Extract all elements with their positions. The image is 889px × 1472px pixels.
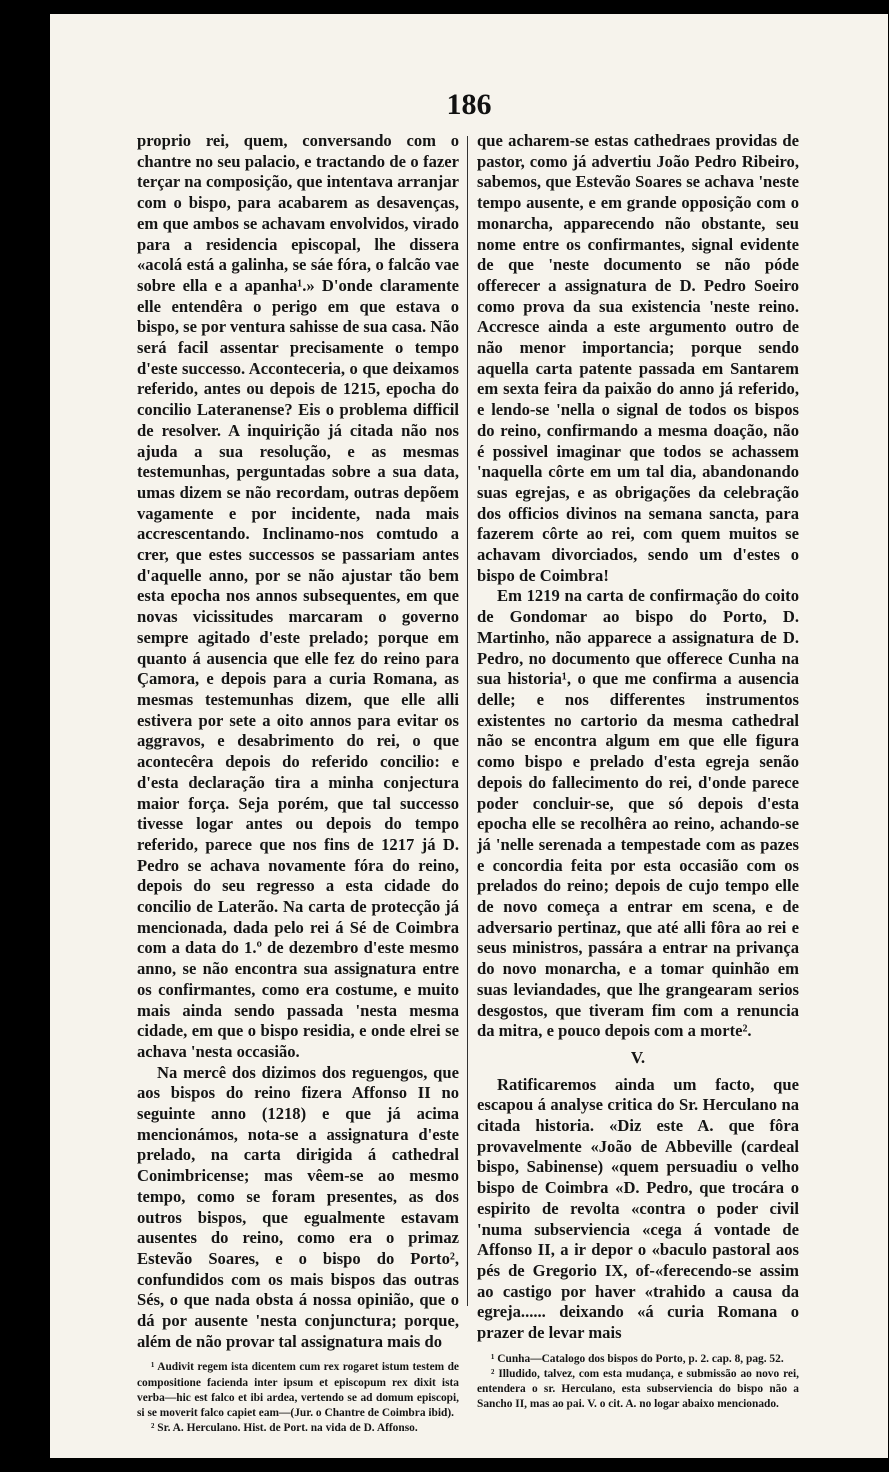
section-heading: V. bbox=[630, 1047, 646, 1067]
left-paragraph-2: Na mercê dos dizimos dos reguengos, que aos bispos do reino fizera Affonso II no seguinte anno (1218) e que já acima mencionámos, nota-se a assignatura d'este prelado, na carta dirigida á cathedral Conimbricense; mas vêem-se ao mesmo tempo, como se foram presentes, as dos outros bispos, que egualmente estavam ausentes do reino, como era o primaz Estevão Soares, e o bispo do Porto², confundidos com os mais bispos das outras Sés, o que nada obsta á nossa opinião, que o dá por ausente 'nesta conjunctura; porque, além de não provar tal assignatura mais do bbox=[137, 1062, 459, 1351]
left-column bbox=[137, 131, 459, 1437]
right-column bbox=[477, 131, 799, 1413]
right-paragraph-3: Ratificaremos ainda um facto, que escapou á analyse critica do Sr. Herculano na citada historia. «Diz este A. que fôra provavelmente «João de Abbeville (cardeal bispo, Sabinense) «quem persuadiu o velho bispo de Coimbra «D. Pedro, que trocára o espirito de revolta «contra o poder civil 'numa subserviencia «cega á vontade de Affonso II, a ir depor o «baculo pastoral aos pés de Gregorio IX, of-«ferecendo-se assim ao castigo por haver «trahido a causa da egreja...... deixando «á curia Romana o prazer de levar mais bbox=[477, 1074, 799, 1343]
left-footnotes bbox=[137, 1360, 459, 1436]
right-footnote-2: ² Illudido, talvez, com esta mudança, e submissão ao novo rei, entendera o sr. Herculano, esta subserviencia do bispo não a Sancho II, mas ao pai. V. o cit. A. no logar abaixo mencionado. bbox=[477, 1367, 799, 1411]
page-number: 186 bbox=[446, 88, 492, 121]
right-footnotes bbox=[477, 1352, 799, 1413]
book-page bbox=[50, 14, 888, 1458]
left-footnote-1: ¹ Audivit regem ista dicentem cum rex rogaret istum testem de compositione facienda inter ipsum et episcopum rex dixit ista verba—hic est falco et ibi ardea, vertendo se ad domum episcopi, si se moverit falco capiet eam—(Jur. o Chantre de Coimbra ibid). bbox=[137, 1361, 459, 1420]
right-paragraph-2: Em 1219 na carta de confirmação do coito de Gondomar ao bispo do Porto, D. Martinho, não apparece a assignatura de D. Pedro, no documento que offerece Cunha na sua historia¹, o que me confirma a ausencia delle; e nos differentes instrumentos existentes no cartorio da mesma cathedral não se encontra algum em que elle figura como bispo e prelado d'esta egreja senão depois do fallecimento do rei, d'onde parece poder concluir-se, que só depois d'esta epocha elle se recolhêra ao reino, achando-se já 'nelle serenada a tempestade com as pazes e concordia feita por esta occasião com os prelados do reino; depois de cujo tempo elle de novo começa a entrar em scena, e de adversario pertinaz, que até alli fôra ao rei e seus ministros, passára a entrar na privança do novo monarcha, e a tomar quinhão em suas leviandades, que lhe grangearam serios desgostos, que tiveram fim com a renuncia da mitra, e pouco depois com a morte². bbox=[477, 586, 799, 1041]
right-paragraph-1: que acharem-se estas cathedraes providas de pastor, como já advertiu João Pedro Ribeiro, sabemos, que Estevão Soares se achava 'neste tempo ausente, e em grande opposição com o monarcha, apparecendo não obstante, seu nome entre os confirmantes, signal evidente de que 'neste documento se não póde offerecer a assignatura de D. Pedro Soeiro como prova da sua existencia 'neste reino. Accresce ainda a este argumento outro de não menor importancia; porque sendo aquella carta patente passada em Santarem em sexta feira da paixão do anno já referido, e lendo-se 'nella o signal de todos os bispos do reino, confirmando a mesma doação, não é possivel imaginar que todos se achassem 'naquella côrte em um tal dia, abandonando suas egrejas, e as obrigações da celebração dos officios divinos na semana sancta, para fazerem côrte ao rei, com quem muitos se achavam divorciados, sendo um d'estes o bispo de Coimbra! bbox=[477, 131, 799, 585]
right-footnote-1: ¹ Cunha—Catalogo dos bispos do Porto, p. 2. cap. 8, pag. 52. bbox=[491, 1352, 784, 1365]
column-divider bbox=[467, 136, 468, 1306]
left-paragraph-1: proprio rei, quem, conversando com o chantre no seu palacio, e tractando de o fazer terçar na composição, que intentava arranjar com o bispo, para acabarem as desavenças, em que ambos se achavam envolvidos, virado para a residencia episcopal, lhe dissera «acolá está a galinha, se sáe fóra, o falcão vae sobre ella e a apanha¹.» D'onde claramente elle entendêra o perigo em que estava o bispo, se por ventura sahisse de sua casa. Não será facil assentar precisamente o tempo d'este successo. Acconteceria, o que deixamos referido, antes ou depois de 1215, epocha do concilio Lateranense? Eis o problema difficil de resolver. A inquirição já citada não nos ajuda a sua resolução, e as mesmas testemunhas, perguntadas sobre a sua data, umas dizem se não recordam, outras depõem vagamente e por incidente, nada mais accrescentando. Inclinamo-nos comtudo a crer, que estes successos se passariam antes d'aquelle anno, por se não ajustar tão bem esta epocha nos annos subsequentes, em que novas vicissitudes marcaram o governo sempre agitado d'este prelado; porque em quanto á ausencia que elle fez do reino para Çamora, e depois para a curia Romana, as mesmas testemunhas dizem, que elle alli estivera por sete a oito annos para evitar os aggravos, e desabrimento do rei, o que acontecêra depois do referido concilio: e d'esta declaração tira a minha conjectura maior força. Seja porém, que tal successo tivesse logar antes ou depois do tempo referido, parece que nos fins de 1217 já D. Pedro se achava novamente fóra do reino, depois do seu regresso a esta cidade do concilio de Laterão. Na carta de protecção já mencionada, dada pelo rei á Sé de Coimbra com a data do 1.º de dezembro d'este mesmo anno, se não encontra sua assignatura entre os confirmantes, como era costume, e muito mais ainda sendo passada 'nesta mesma cidade, em que o bispo residia, e onde elrei se achava 'nesta occasião. bbox=[137, 131, 459, 1061]
left-footnote-2: ² Sr. A. Herculano. Hist. de Port. na vida de D. Affonso. bbox=[151, 1422, 418, 1435]
